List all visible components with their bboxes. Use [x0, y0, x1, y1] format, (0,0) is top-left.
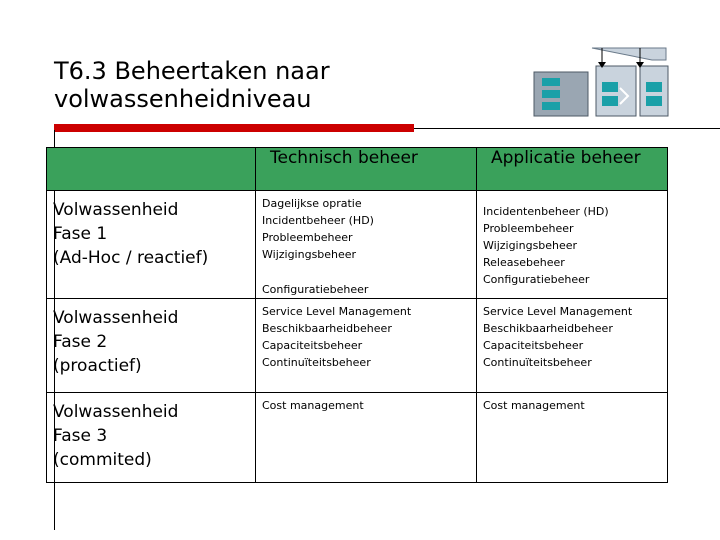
title-line-1: T6.3 Beheertaken naar	[54, 57, 330, 85]
header-technisch-beheer: Technisch beheer	[256, 148, 477, 191]
applicatie-cell-fase-3: Cost management	[477, 393, 668, 483]
table-header-row	[47, 148, 668, 191]
slide-title	[54, 57, 330, 113]
header-applicatie-beheer: Applicatie beheer	[477, 148, 668, 191]
title-line-2: volwassenheidniveau	[54, 85, 312, 113]
row-label-fase-2: Volwassenheid Fase 2 (proactief)	[47, 299, 256, 393]
maturity-table	[46, 147, 668, 483]
technisch-cell-fase-2: Service Level Management Beschikbaarheidbeheer Capaciteitsbeheer Continuïteitsbeheer	[256, 299, 477, 393]
technisch-cell-fase-1: Dagelijkse opratie Incidentbeheer (HD) Probleembeheer Wijzigingsbeheer Configuratiebeheer	[256, 191, 477, 299]
row-label-fase-1: Volwassenheid Fase 1 (Ad-Hoc / reactief)	[47, 191, 256, 299]
applicatie-cell-fase-2: Service Level Management Beschikbaarheidbeheer Capaciteitsbeheer Continuïteitsbeheer	[477, 299, 668, 393]
header-empty-cell	[47, 148, 256, 191]
table-row	[47, 191, 668, 299]
row-label-fase-3: Volwassenheid Fase 3 (commited)	[47, 393, 256, 483]
title-accent-bar	[54, 124, 414, 132]
process-diagram-logo	[532, 46, 670, 120]
table-row	[47, 393, 668, 483]
technisch-cell-fase-3: Cost management	[256, 393, 477, 483]
applicatie-cell-fase-1: Incidentenbeheer (HD) Probleembeheer Wijzigingsbeheer Releasebeheer Configuratiebeheer	[477, 191, 668, 299]
table-row	[47, 299, 668, 393]
